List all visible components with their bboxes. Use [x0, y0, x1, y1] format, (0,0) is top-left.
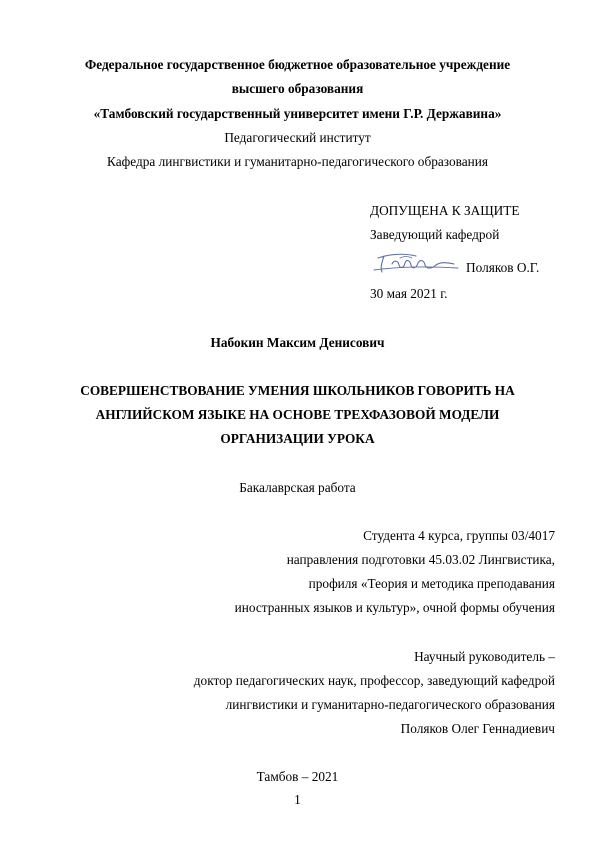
page-number: 1	[294, 792, 301, 807]
university-name: «Тамбовский государственный университет имени Г.Р. Державина»	[93, 106, 502, 121]
supervisor-line-3: лингвистики и гуманитарно-педагогического образования	[225, 697, 555, 712]
header-line-2: высшего образования	[231, 81, 364, 96]
approval-role: Заведующий кафедрой	[370, 227, 500, 242]
department-name: Кафедра лингвистики и гуманитарно-педагогического образования	[107, 154, 488, 169]
student-line-1: Студента 4 курса, группы 03/4017	[363, 528, 555, 543]
thesis-title-line-2: АНГЛИЙСКОМ ЯЗЫКЕ НА ОСНОВЕ ТРЕХФАЗОВОЙ МОДЕЛИ	[95, 407, 500, 422]
student-line-4: иностранных языков и культур», очной формы обучения	[234, 600, 555, 615]
thesis-title-line-3: ОРГАНИЗАЦИИ УРОКА	[220, 431, 375, 446]
approval-status: ДОПУЩЕНА К ЗАЩИТЕ	[370, 203, 520, 218]
supervisor-line-4: Поляков Олег Геннадиевич	[400, 721, 555, 736]
student-line-3: профиля «Теория и методика преподавания	[308, 576, 555, 591]
supervisor-line-2: доктор педагогических наук, профессор, заведующий кафедрой	[193, 673, 555, 688]
work-type: Бакалаврская работа	[239, 480, 356, 495]
header-line-1: Федеральное государственное бюджетное образовательное учреждение	[84, 57, 511, 72]
approval-date: 30 мая 2021 г.	[370, 286, 448, 301]
signature-icon	[370, 250, 462, 276]
supervisor-line-1: Научный руководитель –	[414, 649, 555, 664]
student-line-2: направления подготовки 45.03.02 Лингвистика,	[286, 552, 555, 567]
thesis-title-line-1: СОВЕРШЕНСТВОВАНИЕ УМЕНИЯ ШКОЛЬНИКОВ ГОВОРИТЬ НА	[80, 383, 515, 398]
institute-name: Педагогический институт	[224, 130, 371, 145]
city-year: Тамбов – 2021	[256, 769, 339, 784]
author-name: Набокин Максим Денисович	[210, 335, 385, 350]
approval-name: Поляков О.Г.	[466, 260, 540, 275]
